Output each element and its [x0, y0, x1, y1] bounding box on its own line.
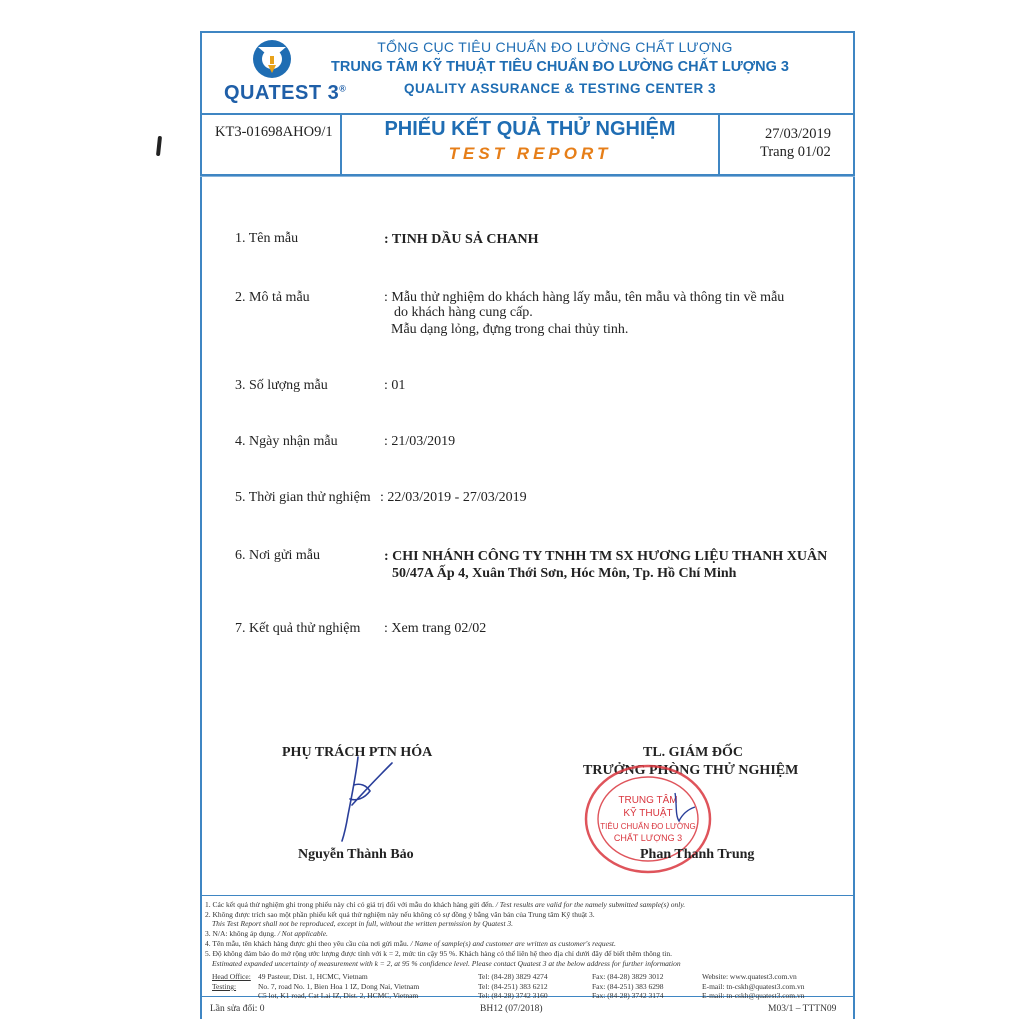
- field-label-description: 2. Mô tả mẫu: [235, 290, 310, 305]
- margin-mark: [156, 136, 162, 156]
- office-fax-testing-1: Fax: (84-251) 383 6298: [592, 982, 664, 991]
- title-divider-thin: [200, 176, 855, 177]
- office-email-link-2[interactable]: E-mail: tn-cskh@quatest3.com.vn: [702, 991, 805, 1000]
- center-name-vi: TRUNG TÂM KỸ THUẬT TIÊU CHUẨN ĐO LƯỜNG CHẤT LƯỢNG 3: [331, 59, 789, 75]
- office-email-link-1[interactable]: E-mail: tn-cskh@quatest3.com.vn: [702, 982, 805, 991]
- office-tel-testing-2: Tel: (84-28) 3742 3160: [478, 991, 548, 1000]
- field-value-received-date: : 21/03/2019: [384, 434, 456, 449]
- field-value-sender-line1: : CHI NHÁNH CÔNG TY TNHH TM SX HƯƠNG LIỆU THANH XUÂN: [384, 549, 828, 564]
- note-5: 5. Độ không đảm bảo đo mở rộng ước lượng được tính với k = 2, mức tin cậy 95 %. Khách hàng có thể liên hệ theo địa chỉ dưới đây để biết thêm thông tin.: [205, 949, 673, 958]
- header-divider: [200, 113, 855, 115]
- note-5-en: Estimated expanded uncertainty of measurement with k = 2, at 95 % confidence level. Please contact Quatest 3 at the below address for further information: [212, 959, 681, 968]
- frame-top-line: [200, 31, 855, 33]
- field-label-results: 7. Kết quả thử nghiệm: [235, 621, 361, 636]
- report-page: Trang 01/02: [760, 144, 831, 160]
- field-value-test-period: : 22/03/2019 - 27/03/2019: [380, 490, 527, 505]
- office-tel-testing-1: Tel: (84-251) 383 6212: [478, 982, 548, 991]
- report-title-vi: PHIẾU KẾT QUẢ THỬ NGHIỆM: [384, 118, 676, 140]
- field-value-description-line3: Mẫu dạng lỏng, đựng trong chai thủy tinh.: [391, 322, 629, 337]
- logo-emblem-icon: [250, 38, 294, 82]
- field-label-sender: 6. Nơi gửi mẫu: [235, 548, 320, 563]
- right-signatory-name: Phan Thanh Trung: [640, 847, 755, 862]
- center-name-en: QUALITY ASSURANCE & TESTING CENTER 3: [403, 81, 717, 96]
- right-signatory-title1: TL. GIÁM ĐỐC: [643, 745, 743, 760]
- logo-text: QUATEST 3: [224, 82, 340, 104]
- form-number: BH12 (07/2018): [480, 1004, 543, 1014]
- office-addr-testing-1: No. 7, road No. 1, Bien Hoa 1 IZ, Dong Nai, Vietnam: [258, 982, 420, 991]
- office-fax-testing-2: Fax: (84-28) 3742 3174: [592, 991, 664, 1000]
- office-addr-head: 49 Pasteur, Dist. 1, HCMC, Vietnam: [258, 972, 368, 981]
- office-web-link[interactable]: Website: www.quatest3.com.vn: [702, 972, 797, 981]
- left-signatory-title: PHỤ TRÁCH PTN HÓA: [282, 745, 433, 760]
- field-label-received-date: 4. Ngày nhận mẫu: [235, 434, 338, 449]
- field-label-quantity: 3. Số lượng mẫu: [235, 378, 328, 393]
- note-1: 1. Các kết quả thử nghiệm ghi trong phiếu này chỉ có giá trị đối với mẫu do khách hàng gửi đến. / Test results are valid for the namely submitted sample(s) only.: [205, 900, 686, 909]
- logo-registered: ®: [339, 83, 347, 94]
- footer-divider: [200, 895, 855, 896]
- office-addr-testing-2: C5 lot, K1 road, Cat Lai IZ, Dist. 2, HCMC, Vietnam: [258, 991, 419, 1000]
- stamp-line-1: TRUNG TÂM: [618, 795, 678, 806]
- form-code: M03/1 – TTTN09: [768, 1004, 837, 1014]
- stamp-line-3: TIÊU CHUẨN ĐO LƯỜNG: [600, 822, 696, 831]
- report-code: KT3-01698AHO9/1: [215, 124, 333, 140]
- office-tel-head: Tel: (84-28) 3829 4274: [478, 972, 548, 981]
- left-signature-image: [330, 755, 400, 845]
- field-value-description-line1: : Mẫu thử nghiệm do khách hàng lấy mẫu, tên mẫu và thông tin về mẫu: [384, 290, 785, 305]
- office-fax-head: Fax: (84-28) 3829 3012: [592, 972, 664, 981]
- field-label-sample-name: 1. Tên mẫu: [235, 231, 299, 246]
- stamp-line-4: CHẤT LƯỢNG 3: [613, 833, 683, 843]
- report-title-en: TEST REPORT: [448, 144, 612, 163]
- left-signatory-name: Nguyễn Thành Bảo: [298, 847, 414, 862]
- field-value-quantity: : 01: [384, 378, 406, 393]
- agency-name: TỔNG CỤC TIÊU CHUẨN ĐO LƯỜNG CHẤT LƯỢNG: [377, 39, 733, 55]
- note-2-en: This Test Report shall not be reproduced, except in full, without the written permission by Quatest 3.: [212, 919, 514, 928]
- note-4: 4. Tên mẫu, tên khách hàng được ghi theo yêu cầu của nơi gửi mẫu. / Name of sample(s) and customer are written as customer's request.: [205, 939, 616, 948]
- field-value-description-line2: do khách hàng cung cấp.: [394, 305, 533, 320]
- field-value-results: : Xem trang 02/02: [384, 621, 487, 636]
- field-value-sender-line2: 50/47A Ấp 4, Xuân Thới Sơn, Hóc Môn, Tp. Hồ Chí Minh: [392, 566, 737, 581]
- stamp-line-2: KỸ THUẬT: [623, 808, 673, 819]
- field-value-sample-name: : TINH DẦU SẢ CHANH: [384, 232, 539, 247]
- frame-left-line: [200, 31, 202, 1019]
- note-3: 3. N/A: không áp dụng. / Not applicable.: [205, 929, 328, 938]
- right-signatory-title2: TRƯỞNG PHÒNG THỬ NGHIỆM: [583, 763, 799, 778]
- report-date: 27/03/2019: [765, 126, 832, 142]
- field-label-test-period: 5. Thời gian thử nghiệm: [235, 490, 371, 505]
- note-2: 2. Không được trích sao một phần phiếu kết quả thử nghiệm này nếu không có sự đồng ý bằng văn bản của Trung tâm Kỹ thuật 3.: [205, 910, 595, 919]
- frame-right-line: [853, 31, 855, 1019]
- office-label-testing: Testing:: [212, 982, 237, 991]
- office-label-head: Head Office:: [212, 972, 251, 981]
- quatest-logo: [222, 38, 347, 108]
- revision-number: Lần sửa đổi: 0: [210, 1004, 265, 1014]
